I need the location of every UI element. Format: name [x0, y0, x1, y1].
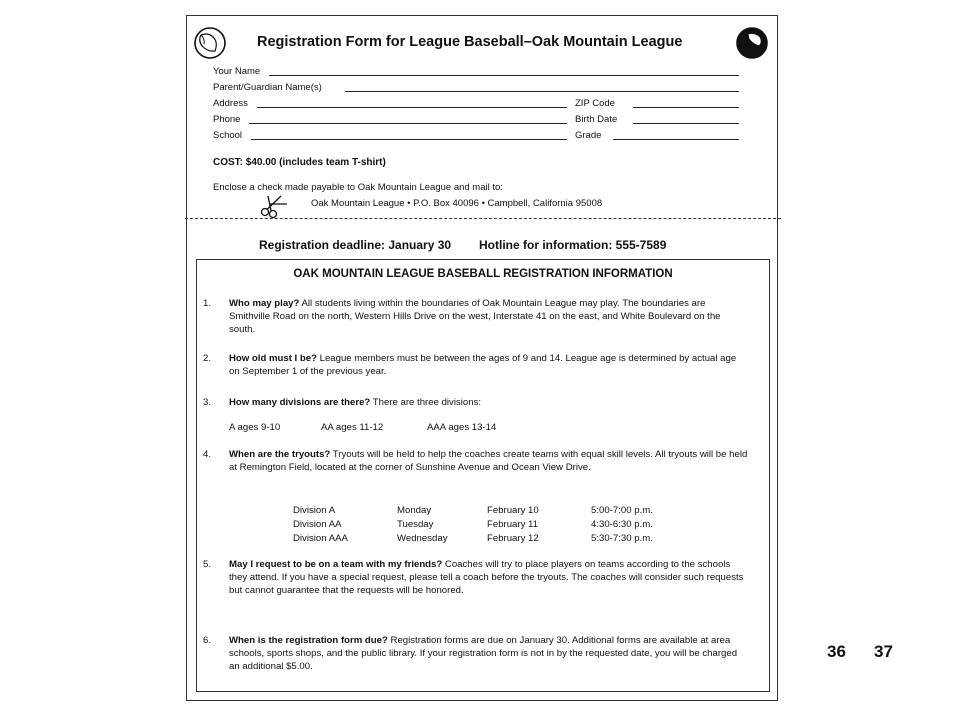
- cut-line: [185, 218, 781, 219]
- info-box: [196, 259, 770, 692]
- item-number: 4.: [203, 449, 212, 460]
- page-number-right: 37: [874, 642, 893, 661]
- address-input-line[interactable]: [257, 107, 567, 108]
- division-aaa: AAA ages 13-14: [427, 422, 497, 433]
- table-cell: Monday: [397, 505, 432, 516]
- school-input-line[interactable]: [251, 139, 567, 140]
- scissors-icon: [259, 194, 289, 218]
- question: How many divisions are there?: [229, 397, 371, 408]
- field-row-phone: [213, 111, 743, 127]
- item-number: 5.: [203, 559, 212, 570]
- field-label: School: [213, 130, 243, 141]
- field-row-name: [213, 63, 743, 79]
- table-cell: February 10: [487, 505, 539, 516]
- cost-text: COST: $40.00 (includes team T-shirt): [213, 157, 386, 168]
- field-label: Phone: [213, 114, 241, 125]
- form-title: Registration Form for League Baseball–Oak Mountain League: [257, 34, 683, 50]
- baseball-icon: [735, 26, 769, 60]
- table-cell: 5:30-7:30 p.m.: [591, 533, 653, 544]
- table-cell: February 11: [487, 519, 539, 530]
- birth-date-input-line[interactable]: [633, 123, 739, 124]
- field-label: Your Name: [213, 66, 261, 77]
- field-label: Parent/Guardian Name(s): [213, 82, 322, 93]
- item-number: 2.: [203, 353, 212, 364]
- table-cell: Division AA: [293, 519, 342, 530]
- field-row-address: [213, 95, 743, 111]
- field-row-school: [213, 127, 743, 143]
- baseball-icon: [193, 26, 227, 60]
- field-row-guardian: [213, 79, 743, 95]
- table-cell: Division AAA: [293, 533, 348, 544]
- item-number: 3.: [203, 397, 212, 408]
- guardian-input-line[interactable]: [345, 91, 739, 92]
- division-aa: AA ages 11-12: [321, 422, 384, 433]
- answer: All students living within the boundaries of Oak Mountain League may play. The boundaries are Smithville Road on the north, Western Hills Drive on the west, Interstate 41 on the east, and White Boulevard on the south.: [229, 298, 721, 335]
- field-label: Address: [213, 98, 248, 109]
- table-cell: Division A: [293, 505, 336, 516]
- deadline-text: Registration deadline: January 30: [259, 238, 452, 252]
- table-cell: February 12: [487, 533, 539, 544]
- question: May I request to be on a team with my friends?: [229, 559, 443, 570]
- table-cell: Tuesday: [397, 519, 434, 530]
- table-cell: 4:30-6:30 p.m.: [591, 519, 653, 530]
- item-number: 1.: [203, 298, 212, 309]
- zip-input-line[interactable]: [633, 107, 739, 108]
- division-a: A ages 9-10: [229, 422, 281, 433]
- page-number-left: 36: [827, 642, 846, 661]
- item-number: 6.: [203, 635, 212, 646]
- mail-address: Oak Mountain League • P.O. Box 40096 • Campbell, California 95008: [311, 198, 603, 209]
- table-cell: 5:00-7:00 p.m.: [591, 505, 653, 516]
- field-label: Grade: [575, 130, 602, 141]
- question: When is the registration form due?: [229, 635, 388, 646]
- answer: Registration forms are due on January 30. Additional forms are available at area schools, sports shops, and the public library. If your registration form is not in by the requested date, you will be charged an additional $5.00.: [229, 635, 738, 672]
- info-title: OAK MOUNTAIN LEAGUE BASEBALL REGISTRATION INFORMATION: [293, 268, 673, 280]
- registration-sheet: [186, 15, 778, 701]
- grade-input-line[interactable]: [613, 139, 739, 140]
- table-cell: Wednesday: [397, 533, 448, 544]
- question: Who may play?: [229, 298, 300, 309]
- answer: Tryouts will be held to help the coaches create teams with equal skill levels. All tryouts will be held at Remington Field, located at the corner of Sunshine Avenue and Ocean View Drive.: [229, 449, 748, 473]
- hotline-text: Hotline for information: 555-7589: [479, 238, 667, 252]
- name-input-line[interactable]: [269, 75, 739, 76]
- enclose-text: Enclose a check made payable to Oak Mountain League and mail to:: [213, 182, 503, 193]
- field-label: Birth Date: [575, 114, 618, 125]
- question: How old must I be?: [229, 353, 317, 364]
- question: When are the tryouts?: [229, 449, 331, 460]
- field-label: ZIP Code: [575, 98, 615, 109]
- phone-input-line[interactable]: [249, 123, 567, 124]
- answer: Coaches will try to place players on teams according to the schools they attend. If you have a special request, please tell a coach before the tryouts. The coaches will consider such requests but cannot guarantee that the requests will be honored.: [229, 559, 744, 596]
- answer: There are three divisions:: [370, 397, 482, 408]
- answer: League members must be between the ages of 9 and 14. League age is determined by actual age on September 1 of the previous year.: [229, 353, 737, 377]
